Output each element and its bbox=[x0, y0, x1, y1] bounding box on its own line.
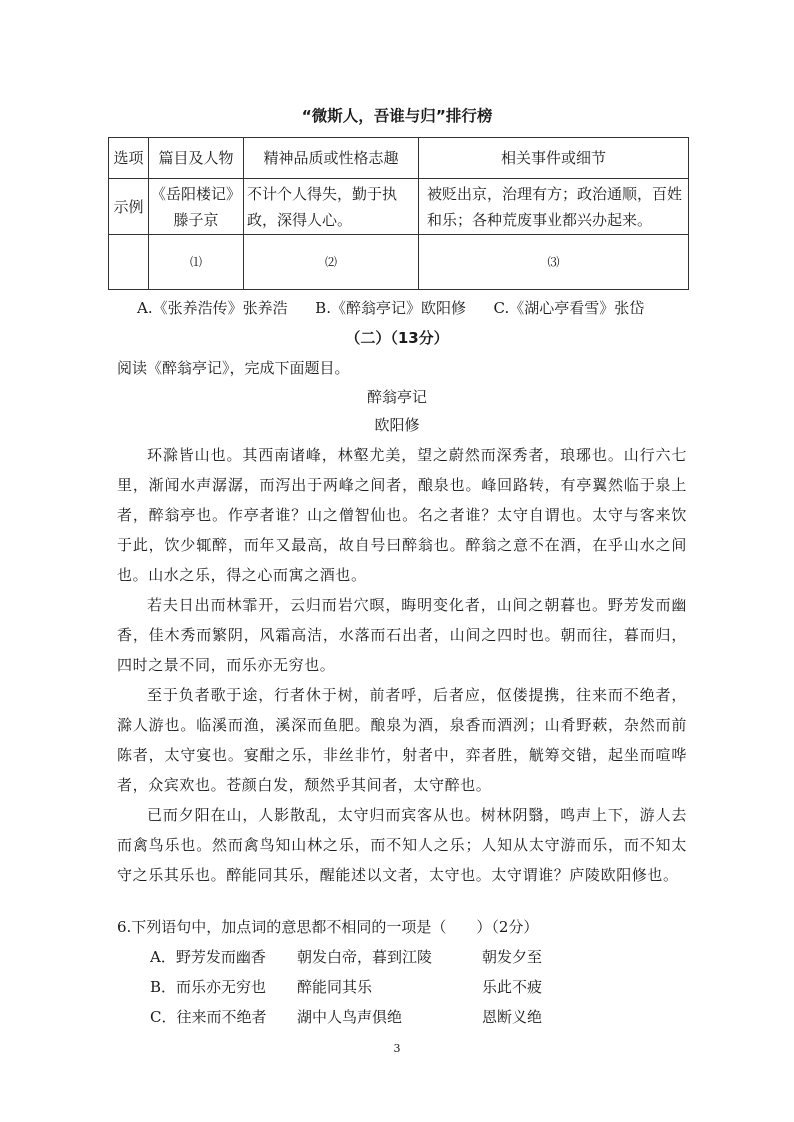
option-c-phrase-2: 湖中人鸟声俱绝 bbox=[297, 1008, 403, 1026]
passage-body bbox=[117, 440, 687, 890]
paragraph-3: 至于负者歌于途，行者休于树，前者呼，后者应，伛偻提携，往来而不绝者，滁人游也。临溪而渔，溪深而鱼肥。酿泉为酒，泉香而酒洌；山肴野蔌，杂然而前陈者，太守宴也。宴酣之乐，非丝非竹，射者中，弈者胜，觥筹交错，起坐而喧哗者，众宾欢也。苍颜白发，颓然乎其间者，太守醉也。 bbox=[117, 686, 687, 794]
table-row-example bbox=[109, 179, 689, 235]
paragraph-1: 环滁皆山也。其西南诸峰，林壑尤美，望之蔚然而深秀者，琅琊也。山行六七里，渐闻水声潺潺，而泻出于两峰之间者，酿泉也。峰回路转，有亭翼然临于泉上者，醉翁亭也。作亭者谁？山之僧智仙也。名之者谁？太守自谓也。太守与客来饮于此，饮少辄醉，而年又最高，故自号曰醉翁也。醉翁之意不在酒，在乎山水之间也。山水之乐，得之心而寓之酒也。 bbox=[117, 446, 687, 584]
option-b bbox=[150, 976, 266, 997]
option-b-phrase-1: 而乐亦无穷也 bbox=[176, 978, 267, 996]
example-work: 《岳阳楼记》滕子京 bbox=[149, 179, 244, 235]
choice-a: A.《张养浩传》张养浩 bbox=[137, 299, 288, 317]
header-details: 相关事件或细节 bbox=[419, 138, 689, 179]
paragraph-4: 已而夕阳在山，人影散乱，太守归而宾客从也。树林阴翳，鸣声上下，游人去而禽鸟乐也。然而禽鸟知山林之乐，而不知人之乐；人知从太守游而乐，而不知太守之乐其乐也。醉能同其乐，醒能述以文者，太守也。太守谓谁？庐陵欧阳修也。 bbox=[117, 806, 687, 884]
choice-c: C.《湖心亭看雪》张岱 bbox=[493, 299, 645, 317]
option-a-label: A． bbox=[150, 948, 176, 966]
page-number: 3 bbox=[393, 1042, 401, 1055]
example-quality: 不计个人得失，勤于执政，深得人心。 bbox=[244, 179, 419, 235]
option-a-phrase-3: 朝发夕至 bbox=[482, 948, 543, 966]
blank-cell bbox=[109, 235, 149, 290]
header-work: 篇目及人物 bbox=[149, 138, 244, 179]
header-quality: 精神品质或性格志趣 bbox=[244, 138, 419, 179]
option-c-phrase-1: 往来而不绝者 bbox=[176, 1008, 267, 1026]
ranking-choices bbox=[137, 297, 644, 318]
section-heading: （二）（13分） bbox=[345, 329, 449, 347]
section-instruction: 阅读《醉翁亭记》，完成下面题目。 bbox=[117, 359, 350, 377]
option-b-label: B． bbox=[150, 978, 177, 996]
question-stem: 6.下列语句中，加点词的意思都不相同的一项是（ ）（2分） bbox=[117, 918, 539, 936]
option-a-phrase-1: 野芳发而幽香 bbox=[175, 948, 266, 966]
table-row-blanks bbox=[109, 235, 689, 290]
option-a bbox=[150, 946, 266, 967]
blank-3: ⑶ bbox=[419, 235, 689, 290]
option-a-phrase-2: 朝发白帝，暮到江陵 bbox=[297, 948, 433, 966]
option-c-phrase-3: 恩断义绝 bbox=[482, 1008, 543, 1026]
option-c bbox=[150, 1006, 267, 1027]
header-option: 选项 bbox=[109, 138, 149, 179]
choice-b: B.《醉翁亭记》欧阳修 bbox=[315, 299, 466, 317]
blank-2: ⑵ bbox=[244, 235, 419, 290]
ranking-table bbox=[108, 137, 689, 290]
paragraph-2: 若夫日出而林霏开，云归而岩穴暝，晦明变化者，山间之朝暮也。野芳发而幽香，佳木秀而繁阴，风霜高洁，水落而石出者，山间之四时也。朝而往，暮而归，四时之景不同，而乐亦无穷也。 bbox=[117, 596, 687, 674]
passage-author: 欧阳修 bbox=[374, 416, 420, 434]
passage-title: 醉翁亭记 bbox=[366, 388, 427, 406]
table-header-row bbox=[109, 138, 689, 179]
option-c-label: C． bbox=[150, 1008, 177, 1026]
option-b-phrase-3: 乐此不疲 bbox=[482, 978, 543, 996]
example-label: 示例 bbox=[109, 179, 149, 235]
option-b-phrase-2: 醉能同其乐 bbox=[297, 978, 373, 996]
blank-1: ⑴ bbox=[149, 235, 244, 290]
example-details: 被贬出京，治理有方；政治通顺，百姓和乐；各种荒废事业都兴办起来。 bbox=[419, 179, 689, 235]
ranking-title: “微斯人，吾谁与归”排行榜 bbox=[301, 107, 493, 125]
